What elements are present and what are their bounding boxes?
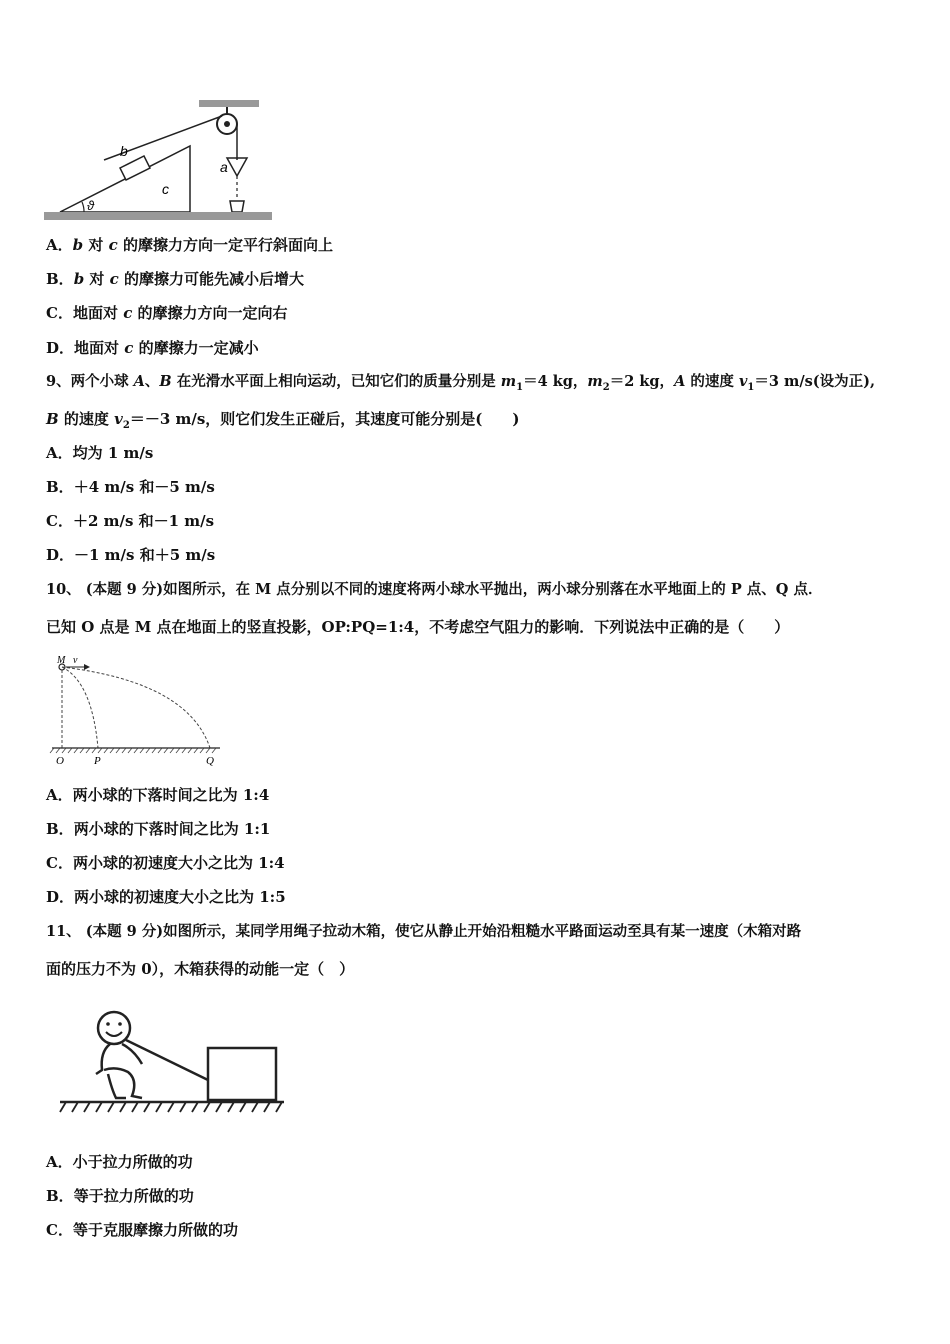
- q11-stem-line2: 面的压力不为 0），木箱获得的动能一定（ ）: [46, 960, 355, 978]
- q8-option-c[interactable]: C．地面对 c 的摩擦力方向一定向右: [46, 304, 288, 322]
- q9-option-a[interactable]: A．均为 1 m/s: [46, 444, 154, 462]
- q10-option-d[interactable]: D．两小球的初速度大小之比为 1:5: [46, 888, 286, 906]
- q10-stem-line1: 10、 (本题 9 分)如图所示，在 M 点分别以不同的速度将两小球水平抛出，两小球分别落在水平地面上的 P 点、Q 点．: [46, 581, 823, 598]
- label-a: a: [220, 159, 228, 175]
- q8-option-a[interactable]: A．b 对 c 的摩擦力方向一定平行斜面向上: [46, 236, 333, 254]
- label-p: P: [94, 755, 101, 767]
- label-o: O: [56, 755, 64, 767]
- q9-stem-line1: 9、两个小球 A、B 在光滑水平面上相向运动，已知它们的质量分别是 $m_1=4$ kg，$m_2=2$ kg，A 的速度 $v_1=3$ m/s(设为正),: [46, 373, 876, 393]
- projectile-figure: [48, 652, 228, 770]
- q11-option-b[interactable]: B．等于拉力所做的功: [46, 1187, 194, 1205]
- q10-stem-line2: 已知 O 点是 M 点在地面上的竖直投影，OP:PQ=1:4，不考虑空气阻力的影响．下列说法中正确的是（ ）: [46, 618, 790, 636]
- q10-option-a[interactable]: A．两小球的下落时间之比为 1:4: [46, 786, 270, 804]
- q11-stem-line1: 11、 (本题 9 分)如图所示，某同学用绳子拉动木箱，使它从静止开始沿粗糙水平路面运动至具有某一速度（木箱对路: [46, 923, 802, 940]
- q11-option-a[interactable]: A．小于拉力所做的功: [46, 1153, 193, 1171]
- label-q: Q: [206, 755, 214, 767]
- label-c: c: [162, 181, 169, 197]
- label-m: M: [57, 655, 66, 666]
- label-v: v: [73, 655, 78, 666]
- q10-option-b[interactable]: B．两小球的下落时间之比为 1:1: [46, 820, 271, 838]
- q10-option-c[interactable]: C．两小球的初速度大小之比为 1:4: [46, 854, 285, 872]
- label-theta: ϑ: [87, 198, 95, 213]
- q8-option-b[interactable]: B．b 对 c 的摩擦力可能先减小后增大: [46, 270, 305, 288]
- q9-option-d[interactable]: D．－1 m/s 和＋5 m/s: [46, 546, 216, 564]
- q8-option-d[interactable]: D．地面对 c 的摩擦力一定减小: [46, 339, 259, 357]
- q9-option-b[interactable]: B．＋4 m/s 和－5 m/s: [46, 478, 215, 496]
- label-b: b: [120, 143, 128, 159]
- pulling-box-figure: [56, 1000, 288, 1120]
- q9-stem-line2: B 的速度 $v_2=-3$ m/s，则它们发生正碰后，其速度可能分别是( ): [46, 410, 520, 431]
- q11-option-c[interactable]: C．等于克服摩擦力所做的功: [46, 1221, 238, 1239]
- incline-pulley-figure: [44, 96, 276, 226]
- q9-option-c[interactable]: C．＋2 m/s 和－1 m/s: [46, 512, 215, 530]
